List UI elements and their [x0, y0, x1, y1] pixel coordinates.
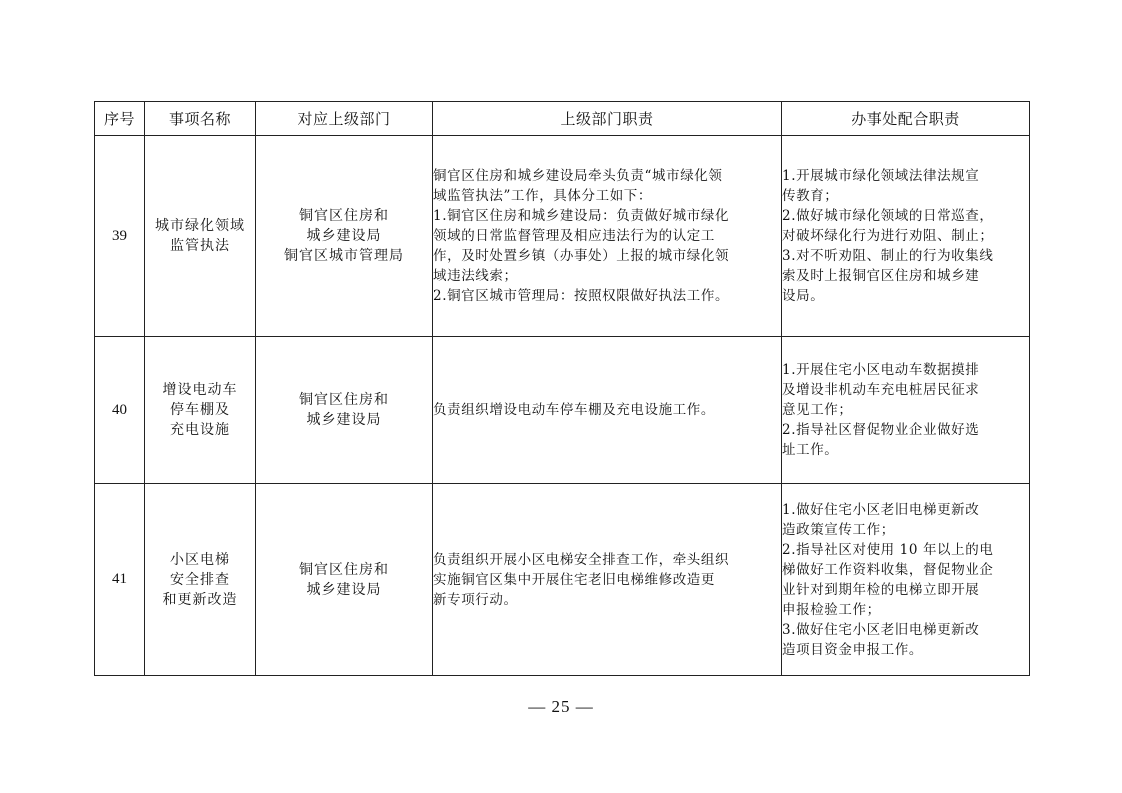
duty-line: 实施铜官区集中开展住宅老旧电梯维修改造更 [433, 571, 715, 588]
duty-line: 2.铜官区城市管理局：按照权限做好执法工作。 [433, 288, 730, 304]
item-name-line: 监管执法 [170, 238, 230, 254]
superior-dept [256, 484, 433, 676]
dept-line: 城乡建设局 [306, 228, 382, 244]
item-name [145, 337, 256, 484]
office-line: 设局。 [782, 288, 825, 304]
duty-table [94, 101, 1030, 676]
item-name [145, 484, 256, 676]
dept-line: 铜官区住房和 [299, 208, 389, 224]
office-line: 1.做好住宅小区老旧电梯更新改 [782, 501, 980, 518]
office-line: 1.开展住宅小区电动车数据摸排 [782, 362, 980, 378]
item-name-line: 增设电动车 [162, 382, 238, 398]
office-line: 造项目资金申报工作。 [782, 641, 923, 658]
header-no: 序号 [95, 102, 145, 136]
office-line: 址工作。 [782, 442, 839, 458]
item-name-line: 和更新改造 [162, 591, 238, 608]
office-duty [782, 136, 1030, 337]
superior-duty [433, 337, 782, 484]
header-row [95, 102, 1030, 136]
row-number: 39 [95, 136, 145, 337]
item-name-line: 停车棚及 [170, 402, 230, 418]
dept-line: 铜官区住房和 [299, 392, 389, 408]
superior-duty [433, 136, 782, 337]
office-line: 2.指导社区督促物业企业做好选 [782, 422, 980, 438]
header-superior-dept: 对应上级部门 [256, 102, 433, 136]
row-number: 41 [95, 484, 145, 676]
duty-line: 域监管执法”工作，具体分工如下： [433, 188, 653, 204]
office-line: 2.指导社区对使用 10 年以上的电 [782, 541, 994, 558]
duty-line: 铜官区住房和城乡建设局牵头负责“城市绿化领 [433, 168, 723, 184]
item-name-line: 充电设施 [170, 422, 230, 438]
item-name-line: 小区电梯 [170, 551, 230, 568]
duty-line: 1.铜官区住房和城乡建设局：负责做好城市绿化 [433, 208, 730, 224]
dept-line: 铜官区城市管理局 [284, 248, 404, 264]
office-line: 业针对到期年检的电梯立即开展 [782, 581, 980, 598]
duty-line: 作，及时处置乡镇（办事处）上报的城市绿化领 [433, 248, 730, 264]
header-office-duty: 办事处配合职责 [782, 102, 1030, 136]
superior-dept [256, 337, 433, 484]
header-item-name: 事项名称 [145, 102, 256, 136]
office-line: 造政策宣传工作； [782, 521, 895, 538]
duty-line: 负责组织增设电动车停车棚及充电设施工作。 [433, 402, 715, 418]
office-line: 对破坏绿化行为进行劝阻、制止； [782, 228, 994, 244]
office-line: 意见工作； [782, 402, 853, 418]
dept-line: 城乡建设局 [306, 412, 382, 428]
office-line: 申报检验工作； [782, 601, 881, 618]
duty-line: 负责组织开展小区电梯安全排查工作，牵头组织 [433, 551, 730, 568]
office-line: 传教育； [782, 188, 839, 204]
table-row [95, 484, 1030, 676]
dept-line: 城乡建设局 [306, 581, 382, 598]
office-line: 梯做好工作资料收集，督促物业企 [782, 561, 994, 578]
office-duty [782, 337, 1030, 484]
office-duty [782, 484, 1030, 676]
row-number: 40 [95, 337, 145, 484]
office-line: 2.做好城市绿化领域的日常巡查， [782, 208, 994, 224]
office-line: 3.对不听劝阻、制止的行为收集线 [782, 248, 994, 264]
header-superior-duty: 上级部门职责 [433, 102, 782, 136]
office-line: 3.做好住宅小区老旧电梯更新改 [782, 621, 980, 638]
office-line: 及增设非机动车充电桩居民征求 [782, 382, 980, 398]
superior-duty [433, 484, 782, 676]
table-row [95, 136, 1030, 337]
item-name-line: 城市绿化领域 [155, 218, 245, 234]
dept-line: 铜官区住房和 [299, 561, 389, 578]
duty-line: 域违法线索； [433, 268, 518, 284]
page-number: — 25 — [528, 697, 594, 716]
superior-dept [256, 136, 433, 337]
item-name-line: 安全排查 [170, 571, 230, 588]
table-row [95, 337, 1030, 484]
office-line: 1.开展城市绿化领域法律法规宣 [782, 168, 980, 184]
duty-line: 新专项行动。 [433, 591, 518, 608]
duty-line: 领域的日常监督管理及相应违法行为的认定工 [433, 228, 715, 244]
item-name [145, 136, 256, 337]
office-line: 索及时上报铜官区住房和城乡建 [782, 268, 980, 284]
